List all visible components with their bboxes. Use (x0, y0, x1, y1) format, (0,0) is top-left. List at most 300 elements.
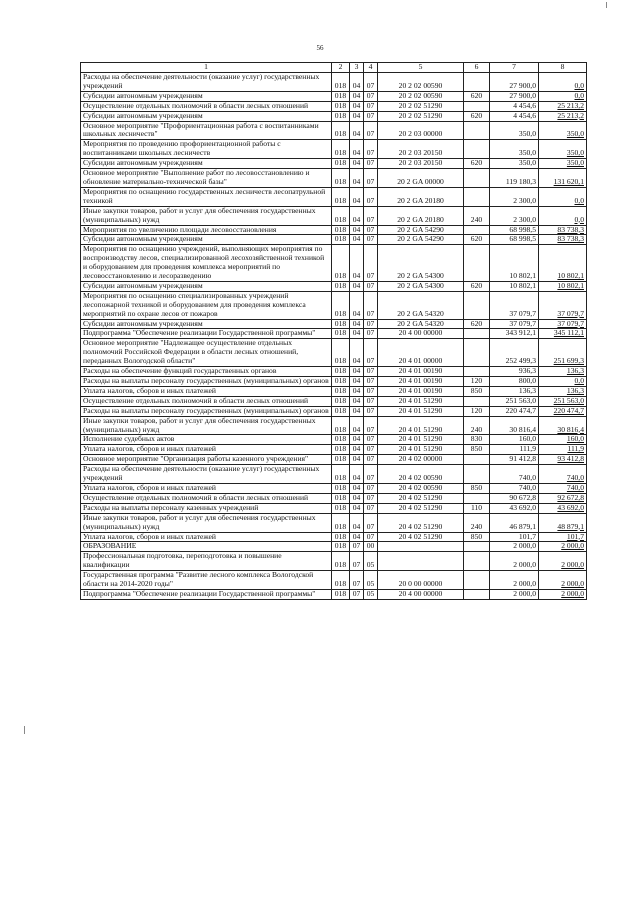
row-name-cell: Субсидии автономным учреждениям (81, 159, 332, 169)
expense-type-cell (464, 140, 490, 159)
section-code-cell: 04 (350, 329, 364, 339)
expense-type-cell (464, 465, 490, 484)
target-article-cell: 20 4 02 51290 (378, 503, 464, 513)
amount-col7-cell: 350,0 (490, 121, 539, 140)
expense-type-cell (464, 121, 490, 140)
budget-table (80, 62, 587, 600)
target-article-cell: 20 2 03 00000 (378, 121, 464, 140)
expense-type-cell (464, 367, 490, 377)
section-code-cell: 07 (350, 552, 364, 571)
expense-type-cell: 620 (464, 235, 490, 245)
amount-col7-cell: 10 802,1 (490, 245, 539, 282)
column-header: 2 (332, 63, 350, 73)
gr-code-cell: 018 (332, 532, 350, 542)
subsection-code-cell: 07 (364, 396, 378, 406)
section-code-cell: 04 (350, 465, 364, 484)
amount-col7-cell: 740,0 (490, 465, 539, 484)
row-name-cell: Осуществление отдельных полномочий в области лесных отношений (81, 493, 332, 503)
target-article-cell: 20 4 02 00590 (378, 483, 464, 493)
expense-type-cell: 110 (464, 503, 490, 513)
row-name-cell: Исполнение судебных актов (81, 435, 332, 445)
section-code-cell: 04 (350, 91, 364, 101)
section-code-cell: 04 (350, 367, 364, 377)
row-name-cell: Основное мероприятие "Профориентационная работа с воспитанниками школьных лесничеств" (81, 121, 332, 140)
gr-code-cell: 018 (332, 121, 350, 140)
expense-type-cell: 620 (464, 111, 490, 121)
expense-type-cell (464, 245, 490, 282)
section-code-cell: 07 (350, 542, 364, 552)
gr-code-cell: 018 (332, 159, 350, 169)
target-article-cell: 20 2 GA 54320 (378, 291, 464, 319)
amount-col8-cell: 48 879,1 (539, 513, 587, 532)
subsection-code-cell: 07 (364, 465, 378, 484)
subsection-code-cell: 05 (364, 571, 378, 590)
amount-col8-cell: 30 816,4 (539, 416, 587, 435)
amount-col7-cell: 91 412,8 (490, 455, 539, 465)
table-row (81, 435, 587, 445)
subsection-code-cell: 07 (364, 159, 378, 169)
subsection-code-cell: 07 (364, 377, 378, 387)
section-code-cell: 04 (350, 532, 364, 542)
subsection-code-cell: 07 (364, 367, 378, 377)
section-code-cell: 04 (350, 319, 364, 329)
amount-col7-cell: 37 079,7 (490, 291, 539, 319)
expense-type-cell: 240 (464, 206, 490, 225)
table-row (81, 101, 587, 111)
target-article-cell: 20 2 03 20150 (378, 140, 464, 159)
table-row (81, 503, 587, 513)
target-article-cell: 20 2 02 00590 (378, 73, 464, 92)
row-name-cell: Осуществление отдельных полномочий в области лесных отношений (81, 101, 332, 111)
gr-code-cell: 018 (332, 465, 350, 484)
table-row (81, 225, 587, 235)
subsection-code-cell: 07 (364, 91, 378, 101)
gr-code-cell: 018 (332, 140, 350, 159)
column-header: 4 (364, 63, 378, 73)
section-code-cell: 04 (350, 339, 364, 367)
expense-type-cell (464, 73, 490, 92)
gr-code-cell: 018 (332, 386, 350, 396)
amount-col8-cell: 0,0 (539, 206, 587, 225)
amount-col8-cell: 37 079,7 (539, 291, 587, 319)
target-article-cell: 20 4 01 51290 (378, 445, 464, 455)
target-article-cell: 20 2 02 51290 (378, 111, 464, 121)
amount-col7-cell: 936,3 (490, 367, 539, 377)
amount-col8-cell: 350,0 (539, 140, 587, 159)
row-name-cell: Основное мероприятие "Выполнение работ по лесовосстановлению и обновление материально-технической базы" (81, 169, 332, 188)
column-header: 1 (81, 63, 332, 73)
subsection-code-cell: 07 (364, 187, 378, 206)
table-row (81, 187, 587, 206)
section-code-cell: 04 (350, 225, 364, 235)
gr-code-cell: 018 (332, 339, 350, 367)
row-name-cell: Иные закупки товаров, работ и услуг для обеспечения государственных (муниципальных) нужд (81, 206, 332, 225)
table-row (81, 111, 587, 121)
page-number: 56 (316, 44, 324, 52)
target-article-cell: 20 4 02 00000 (378, 455, 464, 465)
amount-col7-cell: 27 900,0 (490, 91, 539, 101)
row-name-cell: Расходы на обеспечение деятельности (оказание услуг) государственных учреждений (81, 73, 332, 92)
table-row (81, 552, 587, 571)
row-name-cell: Уплата налогов, сборов и иных платежей (81, 445, 332, 455)
section-code-cell: 04 (350, 483, 364, 493)
row-name-cell: Субсидии автономным учреждениям (81, 235, 332, 245)
amount-col8-cell: 37 079,7 (539, 319, 587, 329)
gr-code-cell: 018 (332, 552, 350, 571)
target-article-cell: 20 4 01 00190 (378, 377, 464, 387)
column-header: 3 (350, 63, 364, 73)
target-article-cell: 20 2 03 20150 (378, 159, 464, 169)
subsection-code-cell: 07 (364, 169, 378, 188)
table-row (81, 206, 587, 225)
amount-col7-cell: 2 000,0 (490, 542, 539, 552)
table-row (81, 319, 587, 329)
row-name-cell: Расходы на обеспечение деятельности (оказание услуг) государственных учреждений (81, 465, 332, 484)
row-name-cell: Государственная программа "Развитие лесного комплекса Вологодской области на 2014-2020 годы" (81, 571, 332, 590)
gr-code-cell: 018 (332, 416, 350, 435)
amount-col8-cell: 83 738,3 (539, 225, 587, 235)
amount-col8-cell: 350,0 (539, 159, 587, 169)
amount-col7-cell: 800,0 (490, 377, 539, 387)
section-code-cell: 04 (350, 377, 364, 387)
gr-code-cell: 018 (332, 377, 350, 387)
row-name-cell: Мероприятия по оснащению учреждений, выполняющих мероприятия по воспроизводству лесов, специализированной лесохозяйственной техникой и оборудованием для проведения комплекса мероприятий по лесовосстановлению и лесоразведению (81, 245, 332, 282)
subsection-code-cell: 07 (364, 455, 378, 465)
subsection-code-cell: 07 (364, 281, 378, 291)
subsection-code-cell: 07 (364, 513, 378, 532)
row-name-cell: Основное мероприятие "Организация работы казенного учреждения" (81, 455, 332, 465)
row-name-cell: Основное мероприятие "Надлежащее осуществление отдельных полномочий Российской Федерации в области лесных отношений, переданных Вологодской области" (81, 339, 332, 367)
gr-code-cell: 018 (332, 111, 350, 121)
subsection-code-cell: 07 (364, 291, 378, 319)
gr-code-cell: 018 (332, 329, 350, 339)
row-name-cell: Расходы на обеспечение функций государственных органов (81, 367, 332, 377)
section-code-cell: 04 (350, 513, 364, 532)
row-name-cell: Подпрограмма "Обеспечение реализации Государственной программы" (81, 589, 332, 599)
subsection-code-cell: 07 (364, 235, 378, 245)
amount-col7-cell: 27 900,0 (490, 73, 539, 92)
target-article-cell: 20 2 GA 54300 (378, 281, 464, 291)
amount-col8-cell: 10 802,1 (539, 281, 587, 291)
amount-col7-cell: 2 000,0 (490, 589, 539, 599)
expense-type-cell (464, 396, 490, 406)
section-code-cell: 04 (350, 235, 364, 245)
table-row (81, 281, 587, 291)
amount-col7-cell: 2 000,0 (490, 571, 539, 590)
section-code-cell: 04 (350, 101, 364, 111)
target-article-cell: 20 2 GA 20180 (378, 206, 464, 225)
gr-code-cell: 018 (332, 281, 350, 291)
row-name-cell: Иные закупки товаров, работ и услуг для обеспечения государственных (муниципальных) нужд (81, 416, 332, 435)
amount-col7-cell: 4 454,6 (490, 111, 539, 121)
amount-col7-cell: 37 079,7 (490, 319, 539, 329)
section-code-cell: 04 (350, 416, 364, 435)
subsection-code-cell: 07 (364, 503, 378, 513)
table-row (81, 589, 587, 599)
section-code-cell: 04 (350, 406, 364, 416)
expense-type-cell (464, 589, 490, 599)
section-code-cell: 04 (350, 503, 364, 513)
amount-col8-cell: 0,0 (539, 187, 587, 206)
target-article-cell: 20 2 GA 00000 (378, 169, 464, 188)
section-code-cell: 04 (350, 121, 364, 140)
column-header: 8 (539, 63, 587, 73)
amount-col8-cell: 740,0 (539, 483, 587, 493)
row-name-cell: Расходы на выплаты персоналу государственных (муниципальных) органов (81, 406, 332, 416)
table-row (81, 465, 587, 484)
amount-col8-cell: 2 000,0 (539, 552, 587, 571)
subsection-code-cell: 07 (364, 319, 378, 329)
target-article-cell (378, 542, 464, 552)
expense-type-cell (464, 329, 490, 339)
target-article-cell: 20 4 01 51290 (378, 396, 464, 406)
subsection-code-cell: 00 (364, 542, 378, 552)
expense-type-cell: 850 (464, 386, 490, 396)
amount-col7-cell: 68 998,5 (490, 225, 539, 235)
amount-col8-cell: 160,0 (539, 435, 587, 445)
gr-code-cell: 018 (332, 503, 350, 513)
amount-col7-cell: 220 474,7 (490, 406, 539, 416)
gr-code-cell: 018 (332, 542, 350, 552)
row-name-cell: Профессиональная подготовка, переподготовка и повышение квалификации (81, 552, 332, 571)
gr-code-cell: 018 (332, 445, 350, 455)
row-name-cell: Иные закупки товаров, работ и услуг для обеспечения государственных (муниципальных) нужд (81, 513, 332, 532)
row-name-cell: Субсидии автономным учреждениям (81, 91, 332, 101)
expense-type-cell (464, 455, 490, 465)
amount-col7-cell: 343 912,1 (490, 329, 539, 339)
row-name-cell: Субсидии автономным учреждениям (81, 319, 332, 329)
row-name-cell: Мероприятия по оснащению государственных лесничеств лесопатрульной техникой (81, 187, 332, 206)
section-code-cell: 04 (350, 159, 364, 169)
gr-code-cell: 018 (332, 319, 350, 329)
column-header: 7 (490, 63, 539, 73)
gr-code-cell: 018 (332, 396, 350, 406)
subsection-code-cell: 07 (364, 101, 378, 111)
gr-code-cell: 018 (332, 435, 350, 445)
gr-code-cell: 018 (332, 493, 350, 503)
subsection-code-cell: 07 (364, 245, 378, 282)
gr-code-cell: 018 (332, 225, 350, 235)
gr-code-cell: 018 (332, 206, 350, 225)
section-code-cell: 04 (350, 435, 364, 445)
column-header: 5 (378, 63, 464, 73)
section-code-cell: 04 (350, 245, 364, 282)
amount-col7-cell: 46 879,1 (490, 513, 539, 532)
amount-col7-cell: 111,9 (490, 445, 539, 455)
target-article-cell: 20 4 01 51290 (378, 416, 464, 435)
table-row (81, 140, 587, 159)
target-article-cell: 20 0 00 00000 (378, 571, 464, 590)
subsection-code-cell: 07 (364, 483, 378, 493)
expense-type-cell: 850 (464, 532, 490, 542)
expense-type-cell (464, 169, 490, 188)
gr-code-cell: 018 (332, 187, 350, 206)
gr-code-cell: 018 (332, 455, 350, 465)
subsection-code-cell: 07 (364, 532, 378, 542)
section-code-cell: 04 (350, 169, 364, 188)
table-row (81, 329, 587, 339)
expense-type-cell: 120 (464, 406, 490, 416)
table-row (81, 513, 587, 532)
section-code-cell: 04 (350, 281, 364, 291)
amount-col8-cell: 345 112,1 (539, 329, 587, 339)
amount-col8-cell: 0,0 (539, 73, 587, 92)
row-name-cell: Субсидии автономным учреждениям (81, 111, 332, 121)
gr-code-cell: 018 (332, 91, 350, 101)
amount-col7-cell: 119 180,3 (490, 169, 539, 188)
target-article-cell: 20 4 02 00590 (378, 465, 464, 484)
subsection-code-cell: 07 (364, 406, 378, 416)
table-row (81, 291, 587, 319)
table-row (81, 91, 587, 101)
row-name-cell: Уплата налогов, сборов и иных платежей (81, 532, 332, 542)
expense-type-cell (464, 187, 490, 206)
amount-col8-cell: 25 213,2 (539, 111, 587, 121)
row-name-cell: Расходы на выплаты персоналу государственных (муниципальных) органов (81, 377, 332, 387)
subsection-code-cell: 07 (364, 435, 378, 445)
table-row (81, 416, 587, 435)
table-row (81, 121, 587, 140)
section-code-cell: 07 (350, 571, 364, 590)
row-name-cell: Мероприятия по оснащению специализированных учреждений лесопожарной техникой и оборудованием для проведения комплекса мероприятий по охране лесов от пожаров (81, 291, 332, 319)
column-header: 6 (464, 63, 490, 73)
amount-col7-cell: 43 692,0 (490, 503, 539, 513)
subsection-code-cell: 05 (364, 552, 378, 571)
gr-code-cell: 018 (332, 73, 350, 92)
amount-col7-cell: 2 000,0 (490, 552, 539, 571)
row-name-cell: Субсидии автономным учреждениям (81, 281, 332, 291)
subsection-code-cell: 05 (364, 589, 378, 599)
amount-col8-cell: 251 699,3 (539, 339, 587, 367)
table-row (81, 406, 587, 416)
subsection-code-cell: 07 (364, 445, 378, 455)
table-row (81, 571, 587, 590)
amount-col8-cell: 111,9 (539, 445, 587, 455)
amount-col8-cell: 10 802,1 (539, 245, 587, 282)
subsection-code-cell: 07 (364, 386, 378, 396)
table-row (81, 159, 587, 169)
gr-code-cell: 018 (332, 245, 350, 282)
target-article-cell: 20 4 01 00190 (378, 367, 464, 377)
amount-col7-cell: 4 454,6 (490, 101, 539, 111)
amount-col8-cell: 25 213,2 (539, 101, 587, 111)
subsection-code-cell: 07 (364, 206, 378, 225)
table-row (81, 367, 587, 377)
row-name-cell: Уплата налогов, сборов и иных платежей (81, 483, 332, 493)
row-name-cell: Мероприятия по проведению профориентационной работы с воспитанниками школьных лесничеств (81, 140, 332, 159)
target-article-cell: 20 4 01 51290 (378, 406, 464, 416)
gr-code-cell: 018 (332, 483, 350, 493)
amount-col8-cell: 0,0 (539, 91, 587, 101)
table-row (81, 245, 587, 282)
amount-col8-cell: 136,3 (539, 386, 587, 396)
subsection-code-cell: 07 (364, 329, 378, 339)
section-code-cell: 04 (350, 140, 364, 159)
amount-col7-cell: 740,0 (490, 483, 539, 493)
expense-type-cell: 830 (464, 435, 490, 445)
amount-col8-cell: 220 474,7 (539, 406, 587, 416)
target-article-cell: 20 2 GA 54290 (378, 225, 464, 235)
expense-type-cell: 620 (464, 91, 490, 101)
amount-col7-cell: 252 499,3 (490, 339, 539, 367)
target-article-cell: 20 2 GA 54320 (378, 319, 464, 329)
target-article-cell: 20 4 01 00000 (378, 339, 464, 367)
subsection-code-cell: 07 (364, 339, 378, 367)
expense-type-cell (464, 493, 490, 503)
table-row (81, 386, 587, 396)
target-article-cell (378, 552, 464, 571)
gr-code-cell: 018 (332, 291, 350, 319)
target-article-cell: 20 4 02 51290 (378, 532, 464, 542)
row-name-cell: Осуществление отдельных полномочий в области лесных отношений (81, 396, 332, 406)
expense-type-cell: 620 (464, 319, 490, 329)
amount-col8-cell: 92 672,8 (539, 493, 587, 503)
expense-type-cell: 240 (464, 513, 490, 532)
header-row (81, 63, 587, 73)
gr-code-cell: 018 (332, 101, 350, 111)
expense-type-cell (464, 291, 490, 319)
section-code-cell: 04 (350, 291, 364, 319)
amount-col7-cell: 160,0 (490, 435, 539, 445)
amount-col7-cell: 101,7 (490, 532, 539, 542)
target-article-cell: 20 2 GA 20180 (378, 187, 464, 206)
target-article-cell: 20 2 GA 54300 (378, 245, 464, 282)
table-row (81, 396, 587, 406)
target-article-cell: 20 4 02 51290 (378, 513, 464, 532)
section-code-cell: 07 (350, 589, 364, 599)
row-name-cell: ОБРАЗОВАНИЕ (81, 542, 332, 552)
subsection-code-cell: 07 (364, 493, 378, 503)
amount-col8-cell: 2 000,0 (539, 589, 587, 599)
table-row (81, 455, 587, 465)
expense-type-cell: 620 (464, 281, 490, 291)
amount-col8-cell: 251 563,0 (539, 396, 587, 406)
target-article-cell: 20 2 GA 54290 (378, 235, 464, 245)
amount-col7-cell: 90 672,8 (490, 493, 539, 503)
gr-code-cell: 018 (332, 589, 350, 599)
table-row (81, 339, 587, 367)
expense-type-cell (464, 101, 490, 111)
table-row (81, 483, 587, 493)
amount-col7-cell: 2 300,0 (490, 206, 539, 225)
row-name-cell: Мероприятия по увеличению площади лесовосстановления (81, 225, 332, 235)
amount-col8-cell: 131 620,1 (539, 169, 587, 188)
section-code-cell: 04 (350, 493, 364, 503)
amount-col7-cell: 68 998,5 (490, 235, 539, 245)
expense-type-cell (464, 552, 490, 571)
target-article-cell: 20 4 00 00000 (378, 329, 464, 339)
section-code-cell: 04 (350, 396, 364, 406)
section-code-cell: 04 (350, 445, 364, 455)
table-row (81, 169, 587, 188)
subsection-code-cell: 07 (364, 225, 378, 235)
table-row (81, 235, 587, 245)
section-code-cell: 04 (350, 455, 364, 465)
gr-code-cell: 018 (332, 406, 350, 416)
subsection-code-cell: 07 (364, 140, 378, 159)
target-article-cell: 20 2 02 00590 (378, 91, 464, 101)
table-row (81, 445, 587, 455)
table-row (81, 493, 587, 503)
amount-col8-cell: 740,0 (539, 465, 587, 484)
target-article-cell: 20 4 01 00190 (378, 386, 464, 396)
subsection-code-cell: 07 (364, 416, 378, 435)
amount-col8-cell: 83 738,3 (539, 235, 587, 245)
section-code-cell: 04 (350, 206, 364, 225)
amount-col7-cell: 2 300,0 (490, 187, 539, 206)
gr-code-cell: 018 (332, 571, 350, 590)
section-code-cell: 04 (350, 187, 364, 206)
